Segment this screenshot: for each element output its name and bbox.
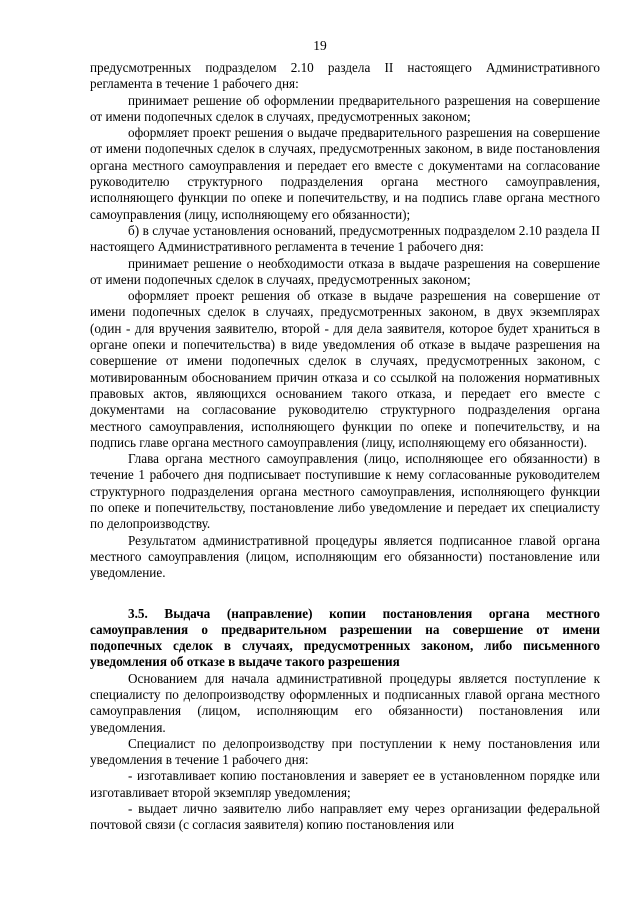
paragraph: принимает решение об оформлении предварительного разрешения на совершение от имени подопечных сделок в случаях, предусмотренных законом; [90, 92, 600, 124]
paragraph: принимает решение о необходимости отказа в выдаче разрешения на совершение от имени подопечных сделок в случаях, предусмотренных законом; [90, 255, 600, 287]
document-body [90, 60, 600, 834]
paragraph: Специалист по делопроизводству при поступлении к нему постановления или уведомления в течение 1 рабочего дня: [90, 735, 600, 768]
list-item: - выдает лично заявителю либо направляет ему через организации федеральной почтовой связи (с согласия заявителя) копию постановления или [90, 801, 600, 833]
paragraph: оформляет проект решения об отказе в выдаче разрешения на совершение от имени подопечных сделок в случаях, предусмотренных законом, в двух экземплярах (один - для вручения заявителю, второй - для дела заявителя, которое будет храниться в органе опеки и попечительства) в виде уведомления об отказе в выдаче разрешения на совершение от имени подопечных сделок в случаях, предусмотренных законом, с мотивированным обоснованием причин отказа и со ссылкой на положения нормативных правовых актов, являющихся основанием такого отказа, и передает его вместе с документами на согласование руководителю структурного подразделения органа местного самоуправления, исполняющего функции по опеке и попечительству, и на подпись главе органа местного самоуправления (лицу, исполняющему его обязанности). [90, 288, 600, 450]
paragraph: Основанием для начала административной процедуры является поступление к специалисту по делопроизводству оформленных и подписанных главой органа местного самоуправления (лицом, исполняющим его обязанности) постановления или уведомления. [90, 670, 600, 735]
paragraph: Результатом административной процедуры является подписанное главой органа местного самоуправления (лицом, исполняющим его обязанности) постановление или уведомление. [90, 532, 600, 581]
paragraph: Глава органа местного самоуправления (лицо, исполняющее его обязанности) в течение 1 рабочего дня подписывает поступившие к нему согласованные руководителем структурного подразделения органа местного самоуправления, исполняющего функции по опеке и попечительству, постановление либо уведомление и передает их специалисту по делопроизводству. [90, 451, 600, 532]
page-number: 19 [313, 38, 327, 53]
section-heading: 3.5. Выдача (направление) копии постановления органа местного самоуправления о предварительном разрешении на совершение от имени подопечных сделок в случаях, предусмотренных законом, либо письменного уведомления об отказе в выдаче такого разрешения [90, 605, 600, 670]
paragraph: оформляет проект решения о выдаче предварительного разрешения на совершение от имени подопечных сделок в случаях, предусмотренных законом, в виде постановления органа местного самоуправления и передает его вместе с документами на согласование руководителю структурного подразделения органа местного самоуправления, исполняющего функции по опеке и попечительству, и на подпись главе органа местного самоуправления (лицу, исполняющему его обязанности); [90, 125, 600, 222]
list-item: - изготавливает копию постановления и заверяет ее в установленном порядке или изготавливает второй экземпляр уведомления; [90, 768, 600, 800]
paragraph-continuation: предусмотренных подразделом 2.10 раздела II настоящего Административного регламента в течение 1 рабочего дня: [90, 60, 600, 92]
paragraph: б) в случае установления оснований, предусмотренных подразделом 2.10 раздела II настоящего Административного регламента в течение 1 рабочего дня: [90, 222, 600, 255]
